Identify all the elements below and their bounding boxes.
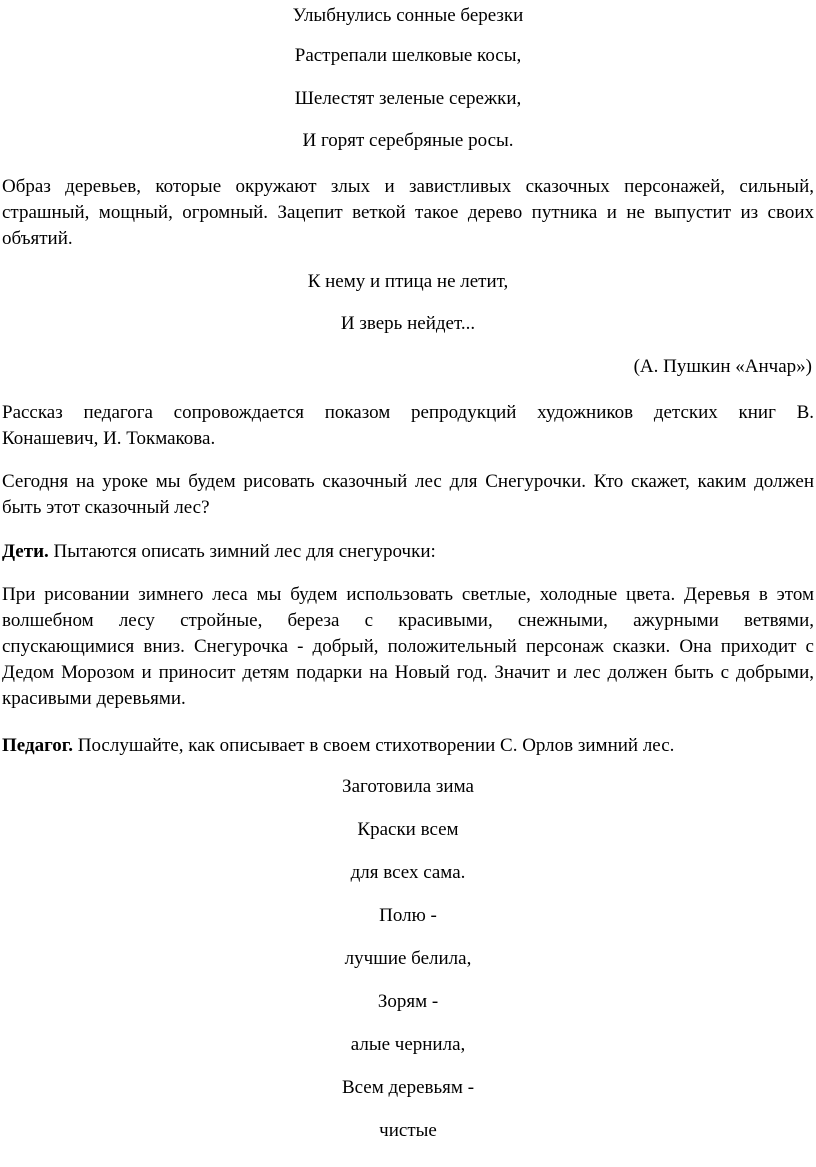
poem-line: лучшие белила,: [344, 948, 472, 969]
paragraph-line: [2, 539, 814, 565]
speaker-text: Пытаются описать зимний лес для снегурочки:: [48, 541, 436, 562]
paragraph-line: спускающимися вниз. Снегурочка - добрый, положительный персонаж сказки. Она приходит с: [2, 636, 814, 657]
speaker-label: Педагог.: [2, 735, 73, 756]
poem-line: Полю -: [379, 905, 437, 926]
paragraph: [2, 539, 814, 565]
poem-line: Краски всем: [357, 819, 459, 840]
paragraph-line: Дедом Морозом и приносит детям подарки на Новый год. Значит и лес должен быть с добрыми,: [2, 662, 814, 683]
poem-line: К нему и птица не летит,: [307, 271, 509, 292]
poem-line: Заготовила зима: [342, 776, 474, 797]
poem-line: для всех сама.: [350, 862, 466, 883]
poem-line: И зверь нейдет...: [340, 313, 476, 334]
poem-line: Растрепали шелковые косы,: [294, 45, 522, 66]
paragraph-line: Образ деревьев, которые окружают злых и завистливых сказочных персонажей, сильный,: [2, 176, 814, 197]
paragraph-line: Конашевич, И. Токмакова.: [2, 428, 216, 449]
paragraph-line: [2, 733, 814, 759]
poem-line: Шелестят зеленые сережки,: [294, 88, 522, 109]
paragraph: [2, 733, 814, 759]
paragraph: [2, 469, 814, 521]
paragraph-line: быть этот сказочный лес?: [2, 497, 210, 518]
paragraph-line: Сегодня на уроке мы будем рисовать сказочный лес для Снегурочки. Кто скажет, каким должен: [2, 471, 814, 492]
speaker-label: Дети.: [2, 541, 49, 562]
poem-line: Зорям -: [377, 991, 439, 1012]
paragraph-line: волшебном лесу стройные, береза с красивыми, снежными, ажурными ветвями,: [2, 610, 814, 631]
paragraph-line: При рисовании зимнего леса мы будем использовать светлые, холодные цвета. Деревья в этом: [2, 584, 814, 605]
paragraph: [2, 582, 814, 712]
paragraph-line: объятий.: [2, 228, 73, 249]
paragraph-line: страшный, мощный, огромный. Зацепит веткой такое дерево путника и не выпустит из своих: [2, 202, 814, 223]
poem-line: Всем деревьям -: [341, 1077, 475, 1098]
paragraph: [2, 400, 814, 452]
poem-line: алые чернила,: [350, 1034, 466, 1055]
paragraph-line: красивыми деревьями.: [2, 688, 186, 709]
poem-line: чистые: [379, 1120, 437, 1141]
poem-line: И горят серебряные росы.: [302, 130, 514, 151]
attribution: (А. Пушкин «Анчар»): [633, 356, 812, 377]
paragraph-line: Рассказ педагога сопровождается показом репродукций художников детских книг В.: [2, 402, 814, 423]
poem-line: Улыбнулись сонные березки: [292, 5, 524, 26]
speaker-text: Послушайте, как описывает в своем стихотворении С. Орлов зимний лес.: [72, 735, 675, 756]
paragraph: [2, 174, 814, 252]
